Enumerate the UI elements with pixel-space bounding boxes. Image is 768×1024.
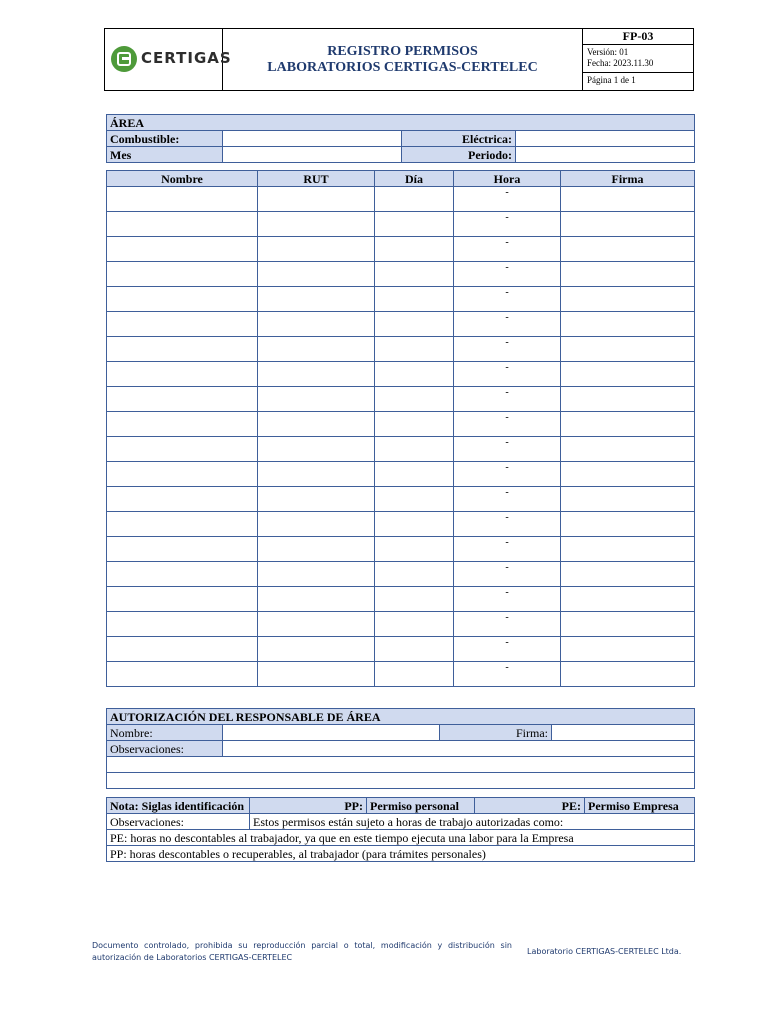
brand-name: CERTIGAS	[141, 49, 232, 67]
pp-code: PP:	[250, 798, 367, 814]
table-row	[107, 262, 695, 287]
rut-cell[interactable]	[258, 262, 375, 287]
firma-cell[interactable]	[561, 562, 695, 587]
firma-cell[interactable]	[561, 587, 695, 612]
dia-cell[interactable]	[375, 537, 454, 562]
combustible-field[interactable]	[223, 131, 402, 147]
footer-disclaimer: Documento controlado, prohibida su reproducción parcial o total, modificación y distribución sin autorización de Laboratorios CERTIGAS-CERTELEC	[92, 941, 512, 962]
hora-cell[interactable]: -	[454, 362, 561, 387]
dia-cell[interactable]	[375, 412, 454, 437]
rut-cell[interactable]	[258, 412, 375, 437]
pe-code: PE:	[475, 798, 585, 814]
dia-cell[interactable]	[375, 612, 454, 637]
hora-cell[interactable]: -	[454, 237, 561, 262]
rut-cell[interactable]	[258, 287, 375, 312]
auth-title: AUTORIZACIÓN DEL RESPONSABLE DE ÁREA	[107, 709, 695, 725]
dia-cell[interactable]	[375, 262, 454, 287]
dia-cell[interactable]	[375, 362, 454, 387]
rut-cell[interactable]	[258, 212, 375, 237]
auth-firma-field[interactable]	[552, 725, 695, 741]
nombre-cell[interactable]	[107, 462, 258, 487]
dia-cell[interactable]	[375, 637, 454, 662]
nombre-cell[interactable]	[107, 387, 258, 412]
area-table	[106, 114, 695, 163]
combustible-label: Combustible:	[107, 131, 223, 147]
auth-nombre-label: Nombre:	[107, 725, 223, 741]
electrica-label: Eléctrica:	[402, 131, 516, 147]
header-hora: Hora	[454, 171, 561, 187]
hora-cell[interactable]: -	[454, 562, 561, 587]
nota-pe-line: PE: horas no descontables al trabajador, ya que en este tiempo ejecuta una labor para la Empresa	[107, 830, 695, 846]
rut-cell[interactable]	[258, 312, 375, 337]
area-title: ÁREA	[107, 115, 695, 131]
nombre-cell[interactable]	[107, 612, 258, 637]
authorization-table	[106, 708, 695, 789]
date-text: Fecha: 2023.11.30	[587, 58, 654, 68]
hora-cell[interactable]: -	[454, 637, 561, 662]
hora-cell[interactable]: -	[454, 462, 561, 487]
table-row	[107, 537, 695, 562]
permisos-table	[106, 170, 695, 687]
table-row	[107, 337, 695, 362]
dia-cell[interactable]	[375, 512, 454, 537]
hora-cell[interactable]: -	[454, 512, 561, 537]
firma-cell[interactable]	[561, 362, 695, 387]
nombre-cell[interactable]	[107, 662, 258, 687]
table-row	[107, 562, 695, 587]
rut-cell[interactable]	[258, 462, 375, 487]
dia-cell[interactable]	[375, 487, 454, 512]
rut-cell[interactable]	[258, 337, 375, 362]
firma-cell[interactable]	[561, 312, 695, 337]
nota-obs-text: Estos permisos están sujeto a horas de trabajo autorizadas como:	[250, 814, 695, 830]
rut-cell[interactable]	[258, 587, 375, 612]
nota-table	[106, 797, 695, 862]
auth-observaciones-line-2[interactable]	[107, 773, 695, 789]
rut-cell[interactable]	[258, 512, 375, 537]
header-rut: RUT	[258, 171, 375, 187]
table-row	[107, 512, 695, 537]
table-row	[107, 637, 695, 662]
document-title	[223, 29, 583, 90]
nombre-cell[interactable]	[107, 537, 258, 562]
rut-cell[interactable]	[258, 637, 375, 662]
dia-cell[interactable]	[375, 237, 454, 262]
hora-cell[interactable]: -	[454, 662, 561, 687]
auth-observaciones-line-1[interactable]	[107, 757, 695, 773]
firma-cell[interactable]	[561, 462, 695, 487]
nombre-cell[interactable]	[107, 362, 258, 387]
firma-cell[interactable]	[561, 412, 695, 437]
nombre-cell[interactable]	[107, 437, 258, 462]
dia-cell[interactable]	[375, 187, 454, 212]
auth-firma-label: Firma:	[440, 725, 552, 741]
periodo-label: Periodo:	[402, 147, 516, 163]
auth-observaciones-field[interactable]	[223, 741, 695, 757]
logo-cell	[105, 29, 232, 90]
dia-cell[interactable]	[375, 337, 454, 362]
nombre-cell[interactable]	[107, 312, 258, 337]
table-row	[107, 362, 695, 387]
firma-cell[interactable]	[561, 487, 695, 512]
hora-cell[interactable]: -	[454, 312, 561, 337]
title-line-1: REGISTRO PERMISOS	[327, 43, 478, 59]
document-code: FP-03	[583, 29, 693, 45]
firma-cell[interactable]	[561, 537, 695, 562]
firma-cell[interactable]	[561, 437, 695, 462]
table-row	[107, 212, 695, 237]
nombre-cell[interactable]	[107, 212, 258, 237]
hora-cell[interactable]: -	[454, 387, 561, 412]
hora-cell[interactable]: -	[454, 262, 561, 287]
table-row	[107, 287, 695, 312]
nombre-cell[interactable]	[107, 237, 258, 262]
table-header-row	[107, 171, 695, 187]
nota-obs-label: Observaciones:	[107, 814, 250, 830]
firma-cell[interactable]	[561, 212, 695, 237]
firma-cell[interactable]	[561, 662, 695, 687]
page-number: Página 1 de 1	[587, 75, 636, 85]
document-meta	[583, 29, 693, 90]
nombre-cell[interactable]	[107, 512, 258, 537]
rut-cell[interactable]	[258, 437, 375, 462]
nota-label: Nota: Siglas identificación	[107, 798, 250, 814]
rut-cell[interactable]	[258, 662, 375, 687]
table-row	[107, 437, 695, 462]
header-firma: Firma	[561, 171, 695, 187]
title-line-2: LABORATORIOS CERTIGAS-CERTELEC	[267, 59, 538, 75]
hora-cell[interactable]: -	[454, 187, 561, 212]
rut-cell[interactable]	[258, 362, 375, 387]
firma-cell[interactable]	[561, 387, 695, 412]
hora-cell[interactable]: -	[454, 412, 561, 437]
rut-cell[interactable]	[258, 612, 375, 637]
nombre-cell[interactable]	[107, 487, 258, 512]
hora-cell[interactable]: -	[454, 437, 561, 462]
nombre-cell[interactable]	[107, 337, 258, 362]
dia-cell[interactable]	[375, 287, 454, 312]
hora-cell[interactable]: -	[454, 612, 561, 637]
auth-nombre-field[interactable]	[223, 725, 440, 741]
rut-cell[interactable]	[258, 562, 375, 587]
hora-cell[interactable]: -	[454, 212, 561, 237]
dia-cell[interactable]	[375, 562, 454, 587]
dia-cell[interactable]	[375, 462, 454, 487]
electrica-field[interactable]	[516, 131, 695, 147]
firma-cell[interactable]	[561, 237, 695, 262]
periodo-field[interactable]	[516, 147, 695, 163]
table-row	[107, 412, 695, 437]
rut-cell[interactable]	[258, 387, 375, 412]
mes-label: Mes	[107, 147, 223, 163]
nombre-cell[interactable]	[107, 637, 258, 662]
hora-cell[interactable]: -	[454, 287, 561, 312]
table-row	[107, 387, 695, 412]
table-row	[107, 587, 695, 612]
table-row	[107, 312, 695, 337]
nombre-cell[interactable]	[107, 187, 258, 212]
header-nombre: Nombre	[107, 171, 258, 187]
nombre-cell[interactable]	[107, 587, 258, 612]
firma-cell[interactable]	[561, 612, 695, 637]
nombre-cell[interactable]	[107, 562, 258, 587]
mes-field[interactable]	[223, 147, 402, 163]
firma-cell[interactable]	[561, 187, 695, 212]
dia-cell[interactable]	[375, 587, 454, 612]
firma-cell[interactable]	[561, 512, 695, 537]
rut-cell[interactable]	[258, 537, 375, 562]
footer-company: Laboratorio CERTIGAS-CERTELEC Ltda.	[527, 947, 682, 956]
table-body	[107, 187, 695, 687]
table-row	[107, 237, 695, 262]
pp-text: Permiso personal	[367, 798, 475, 814]
meta-divider	[583, 72, 693, 73]
table-row	[107, 487, 695, 512]
auth-observaciones-label: Observaciones:	[107, 741, 223, 757]
certigas-logo-icon	[111, 46, 137, 72]
table-row	[107, 612, 695, 637]
pe-text: Permiso Empresa	[585, 798, 695, 814]
nombre-cell[interactable]	[107, 412, 258, 437]
hora-cell[interactable]: -	[454, 487, 561, 512]
nombre-cell[interactable]	[107, 262, 258, 287]
table-row	[107, 462, 695, 487]
dia-cell[interactable]	[375, 387, 454, 412]
table-row	[107, 187, 695, 212]
hora-cell[interactable]: -	[454, 537, 561, 562]
version-text: Versión: 01	[587, 47, 629, 57]
dia-cell[interactable]	[375, 662, 454, 687]
nota-pp-line: PP: horas descontables o recuperables, al trabajador (para trámites personales)	[107, 846, 695, 862]
firma-cell[interactable]	[561, 287, 695, 312]
rut-cell[interactable]	[258, 487, 375, 512]
firma-cell[interactable]	[561, 337, 695, 362]
header-dia: Día	[375, 171, 454, 187]
table-row	[107, 662, 695, 687]
dia-cell[interactable]	[375, 437, 454, 462]
firma-cell[interactable]	[561, 262, 695, 287]
rut-cell[interactable]	[258, 237, 375, 262]
hora-cell[interactable]: -	[454, 337, 561, 362]
hora-cell[interactable]: -	[454, 587, 561, 612]
dia-cell[interactable]	[375, 212, 454, 237]
document-header	[104, 28, 694, 91]
nombre-cell[interactable]	[107, 287, 258, 312]
rut-cell[interactable]	[258, 187, 375, 212]
dia-cell[interactable]	[375, 312, 454, 337]
firma-cell[interactable]	[561, 637, 695, 662]
